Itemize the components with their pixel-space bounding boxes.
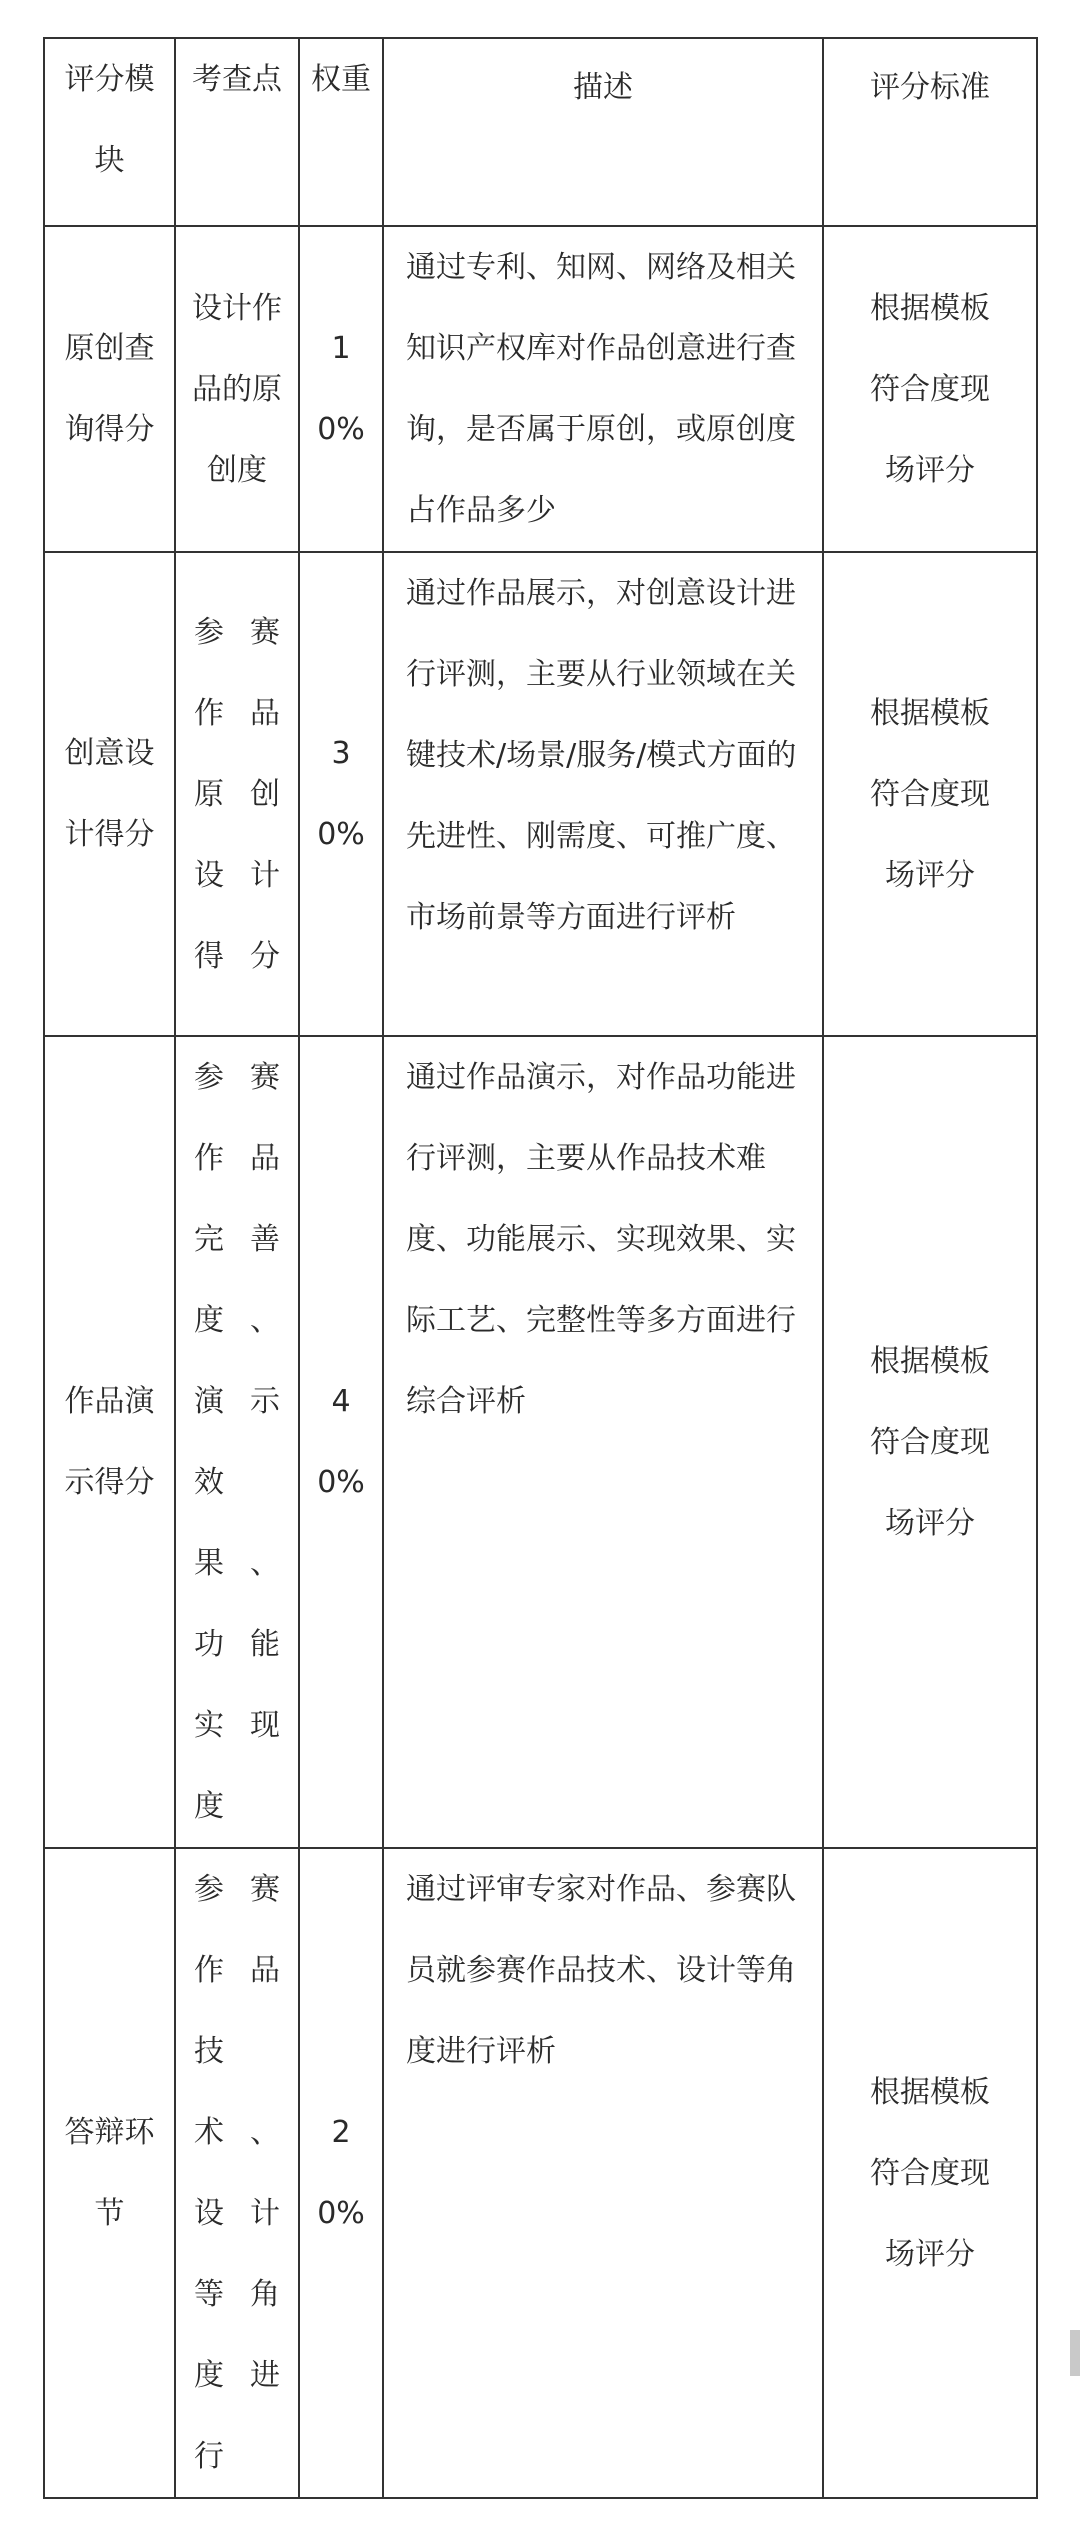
header-description: 描述 bbox=[383, 38, 823, 226]
header-weight: 权重 bbox=[299, 38, 383, 226]
row-module: 原创查询得分 bbox=[44, 226, 175, 552]
row-description: 通过作品演示，对作品功能进行评测，主要从作品技术难度、功能展示、实现效果、实际工艺、完整性等多方面进行综合评析 bbox=[383, 1036, 823, 1848]
row-module: 答辩环节 bbox=[44, 1848, 175, 2498]
row-point: 参赛作品完善度、演示效果、功能实现度 bbox=[175, 1036, 299, 1848]
header-module: 评分模块 bbox=[44, 38, 175, 226]
table-row bbox=[44, 552, 1037, 1036]
row-point: 参赛作品技术、设计等角度进行 bbox=[175, 1848, 299, 2498]
row-weight: 30% bbox=[299, 552, 383, 1036]
row-description: 通过作品展示，对创意设计进行评测，主要从行业领域在关键技术/场景/服务/模式方面的先进性、刚需度、可推广度、市场前景等方面进行评析 bbox=[383, 552, 823, 1036]
table-header-row bbox=[44, 38, 1037, 226]
row-weight: 40% bbox=[299, 1036, 383, 1848]
table-row bbox=[44, 226, 1037, 552]
row-standard: 根据模板符合度现场评分 bbox=[823, 1848, 1037, 2498]
row-point: 设计作品的原创度 bbox=[175, 226, 299, 552]
header-standard: 评分标准 bbox=[823, 38, 1037, 226]
row-description: 通过专利、知网、网络及相关知识产权库对作品创意进行查询，是否属于原创，或原创度占作品多少 bbox=[383, 226, 823, 552]
scrollbar-thumb[interactable] bbox=[1070, 2330, 1080, 2376]
row-standard: 根据模板符合度现场评分 bbox=[823, 552, 1037, 1036]
row-point: 参赛作品原创设计得分 bbox=[175, 552, 299, 1036]
table-row bbox=[44, 1848, 1037, 2498]
scoring-table bbox=[43, 37, 1038, 2499]
header-point: 考查点 bbox=[175, 38, 299, 226]
row-standard: 根据模板符合度现场评分 bbox=[823, 1036, 1037, 1848]
table-row bbox=[44, 1036, 1037, 1848]
row-weight: 10% bbox=[299, 226, 383, 552]
row-weight: 20% bbox=[299, 1848, 383, 2498]
row-description: 通过评审专家对作品、参赛队员就参赛作品技术、设计等角度进行评析 bbox=[383, 1848, 823, 2498]
row-module: 作品演示得分 bbox=[44, 1036, 175, 1848]
row-standard: 根据模板符合度现场评分 bbox=[823, 226, 1037, 552]
row-module: 创意设计得分 bbox=[44, 552, 175, 1036]
